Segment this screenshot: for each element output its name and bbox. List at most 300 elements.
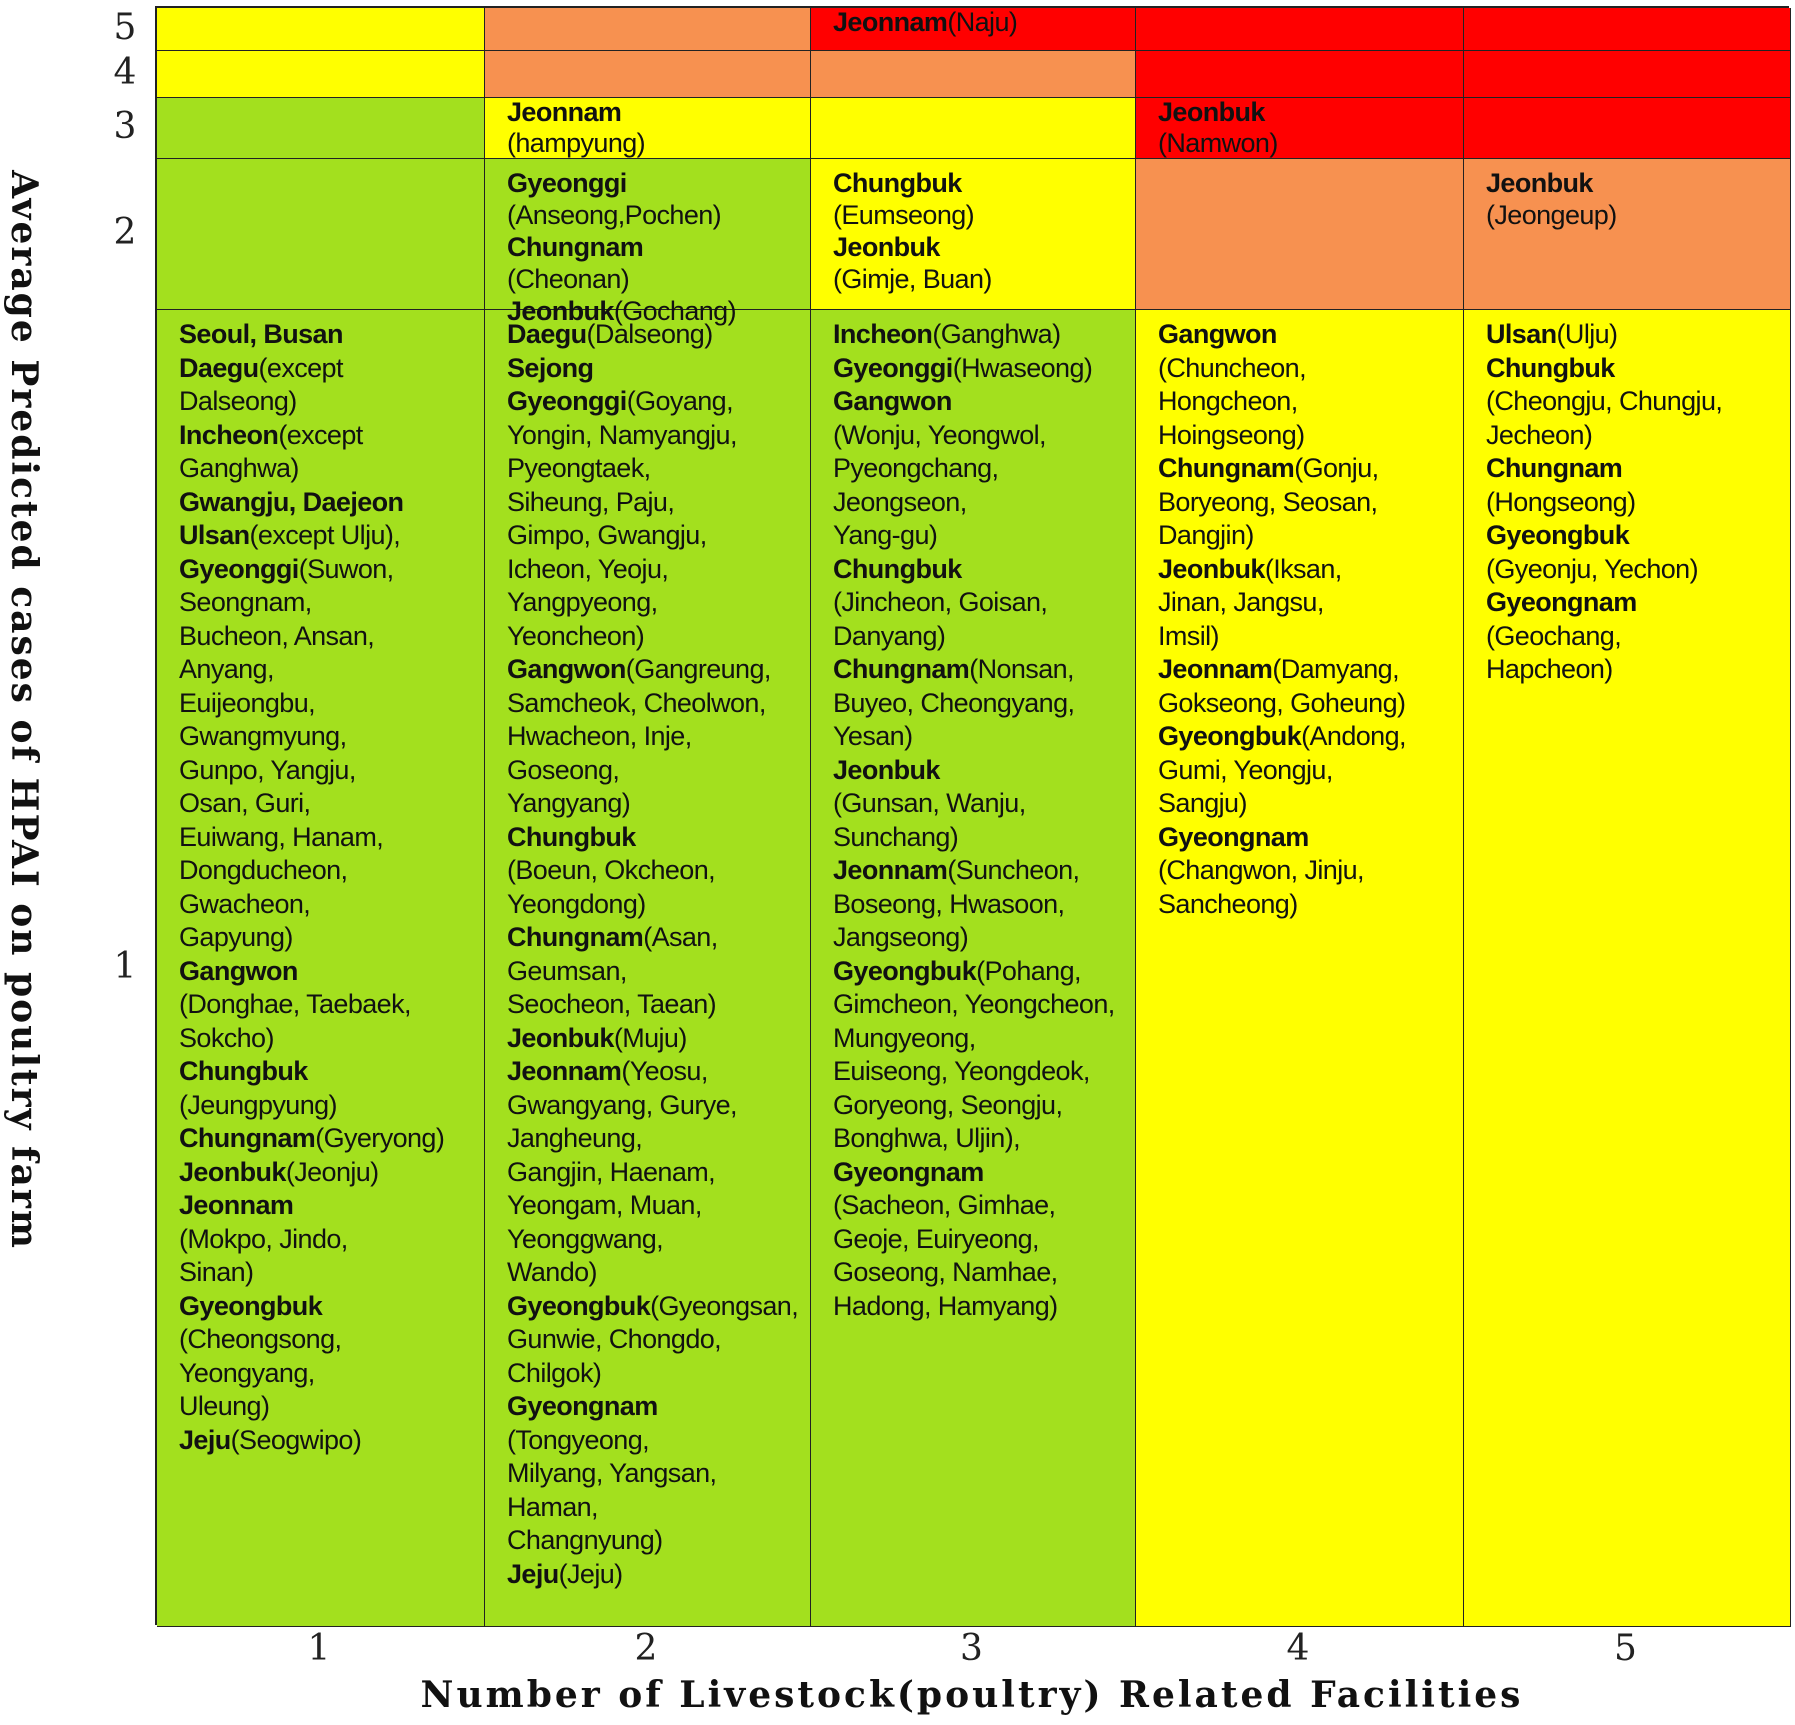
district-names: Dongducheon, xyxy=(179,855,348,885)
region-line xyxy=(507,653,807,687)
district-names: (Tongyeong, xyxy=(507,1424,650,1455)
region-line xyxy=(179,1156,481,1190)
province-name: Jeonbuk xyxy=(1158,553,1265,584)
cell-x5-y5 xyxy=(1464,8,1791,51)
region-line xyxy=(179,1189,481,1223)
region-line xyxy=(1158,854,1460,888)
region-line xyxy=(1486,586,1787,620)
province-name: Chungnam xyxy=(1486,453,1623,483)
region-line xyxy=(179,1357,481,1391)
region-line xyxy=(507,888,807,922)
region-line xyxy=(1486,199,1787,231)
region-line xyxy=(179,318,481,352)
region-line xyxy=(1158,888,1460,922)
district-names: Goryeong, Seongju, xyxy=(833,1089,1063,1120)
province-name: Gwangju, Daejeon xyxy=(179,486,404,517)
region-line xyxy=(1486,419,1787,453)
region-line xyxy=(179,720,481,754)
y-tick-2: 2 xyxy=(113,211,137,253)
region-line xyxy=(1486,620,1787,654)
district-names: (Gyeryong) xyxy=(315,1123,445,1153)
region-line xyxy=(833,1156,1132,1190)
district-names: Gokseong, Goheung) xyxy=(1158,687,1406,718)
district-names: Samcheok, Cheolwon, xyxy=(507,687,766,718)
province-name: Chungnam xyxy=(1158,453,1295,483)
region-line xyxy=(507,167,807,199)
district-names: Euiseong, Yeongdeok, xyxy=(833,1056,1090,1086)
region-line xyxy=(1158,787,1460,821)
region-line xyxy=(179,1055,481,1089)
region-line xyxy=(833,452,1132,486)
district-names: Haman, xyxy=(507,1491,598,1522)
district-names: Seongnam, xyxy=(179,587,312,617)
province-name: Seoul, Busan xyxy=(179,319,343,349)
province-name: Jeonnam xyxy=(833,855,948,885)
region-line xyxy=(1486,352,1787,386)
province-name: Jeonnam xyxy=(833,7,948,37)
province-name: Gangwon xyxy=(1158,319,1277,349)
province-name: Incheon xyxy=(833,319,933,349)
cell-x4-y2 xyxy=(1136,159,1464,310)
region-line xyxy=(179,1089,481,1123)
district-names: Icheon, Yeoju, xyxy=(507,553,669,584)
district-names: (Suncheon, xyxy=(947,855,1080,885)
province-name: Jeonbuk xyxy=(833,232,940,262)
region-line xyxy=(179,854,481,888)
region-line xyxy=(179,1122,481,1156)
region-line xyxy=(507,128,807,159)
province-name: Daegu xyxy=(507,319,587,349)
district-names: (Donghae, Taebaek, xyxy=(179,989,411,1019)
region-line xyxy=(179,653,481,687)
region-line xyxy=(833,620,1132,654)
region-line xyxy=(833,419,1132,453)
risk-matrix-grid xyxy=(155,6,1789,1625)
region-line xyxy=(1158,318,1460,352)
region-line xyxy=(507,955,807,989)
district-names: Sokcho) xyxy=(179,1022,274,1053)
region-line xyxy=(833,7,1132,38)
region-line xyxy=(1486,486,1787,520)
region-line xyxy=(507,553,807,587)
district-names: Gimcheon, Yeongcheon, xyxy=(833,989,1115,1019)
region-line xyxy=(833,921,1132,955)
district-names: Sinan) xyxy=(179,1257,254,1287)
region-line xyxy=(1486,452,1787,486)
district-names: Bonghwa, Uljin), xyxy=(833,1123,1020,1153)
region-line xyxy=(833,263,1132,295)
region-line xyxy=(179,921,481,955)
cell-text-x3-y5 xyxy=(833,7,1132,38)
region-line xyxy=(507,921,807,955)
region-line xyxy=(507,687,807,721)
region-line xyxy=(507,854,807,888)
region-line xyxy=(507,988,807,1022)
province-name: Gyeongnam xyxy=(507,1391,658,1421)
district-names: Jangheung, xyxy=(507,1123,643,1153)
y-tick-1: 1 xyxy=(113,945,137,987)
region-line xyxy=(1158,452,1460,486)
region-line xyxy=(833,1290,1132,1324)
province-name: Jeonbuk xyxy=(507,296,614,326)
region-line xyxy=(507,1424,807,1458)
district-names: (Chuncheon, xyxy=(1158,352,1307,383)
province-name: Jeonbuk xyxy=(833,754,940,785)
district-names: Yangyang) xyxy=(507,788,631,818)
district-names: Anyang, xyxy=(179,654,274,684)
province-name: Gyeongbuk xyxy=(833,955,977,986)
district-names: (Seogwipo) xyxy=(230,1424,362,1455)
cell-x1-y3 xyxy=(157,98,485,159)
district-names: (Jeonju) xyxy=(285,1156,379,1187)
region-line xyxy=(179,821,481,855)
y-axis-label: Average Predicted cases of HPAI on poultry farm xyxy=(3,170,45,1250)
region-line xyxy=(1486,385,1787,419)
district-names: Milyang, Yangsan, xyxy=(507,1458,717,1488)
region-line xyxy=(507,1491,807,1525)
region-line xyxy=(507,1256,807,1290)
cell-x1-y4 xyxy=(157,51,485,98)
district-names: Osan, Guri, xyxy=(179,788,311,818)
region-line xyxy=(507,1457,807,1491)
region-line xyxy=(833,486,1132,520)
region-line xyxy=(179,553,481,587)
cell-text-x5-y2 xyxy=(1486,167,1787,231)
region-line xyxy=(179,1022,481,1056)
district-names: Pyeongtaek, xyxy=(507,453,651,483)
region-line xyxy=(833,167,1132,199)
district-names: (Nonsan, xyxy=(969,654,1074,684)
district-names: Hadong, Hamyang) xyxy=(833,1290,1058,1321)
district-names: (except xyxy=(258,352,343,383)
region-line xyxy=(833,1223,1132,1257)
region-line xyxy=(507,1022,807,1056)
district-names: (Naju) xyxy=(947,7,1018,37)
region-line xyxy=(507,419,807,453)
district-names: Uleung) xyxy=(179,1391,270,1421)
region-line xyxy=(1158,586,1460,620)
district-names: (Jeungpyung) xyxy=(179,1089,337,1120)
region-line xyxy=(1486,519,1787,553)
cell-x4-y5 xyxy=(1136,8,1464,51)
province-name: Ulsan xyxy=(1486,319,1557,349)
region-line xyxy=(507,385,807,419)
region-line xyxy=(833,318,1132,352)
district-names: Sunchang) xyxy=(833,821,959,852)
district-names: (Damyang, xyxy=(1272,654,1399,684)
cell-text-x2-y3 xyxy=(507,97,807,159)
region-line xyxy=(507,1189,807,1223)
province-name: Chungbuk xyxy=(179,1056,308,1086)
district-names: (Suwon, xyxy=(298,553,394,584)
region-line xyxy=(507,720,807,754)
district-names: Euijeongbu, xyxy=(179,687,316,718)
district-names: Hoingseong) xyxy=(1158,419,1305,450)
region-line xyxy=(179,1290,481,1324)
district-names: (Iksan, xyxy=(1264,553,1342,584)
region-line xyxy=(179,1256,481,1290)
district-names: Jinan, Jangsu, xyxy=(1158,587,1324,617)
district-names: Hapcheon) xyxy=(1486,654,1613,684)
district-names: (Jeju) xyxy=(558,1558,623,1589)
region-line xyxy=(833,754,1132,788)
province-name: Jeonbuk xyxy=(1158,97,1265,127)
region-line xyxy=(833,1256,1132,1290)
district-names: (Andong, xyxy=(1301,721,1406,751)
district-names: Geumsan, xyxy=(507,955,627,986)
district-names: (Gimje, Buan) xyxy=(833,264,992,294)
province-name: Jeonnam xyxy=(507,1056,622,1086)
region-line xyxy=(1158,720,1460,754)
province-name: Jeonbuk xyxy=(179,1156,286,1187)
region-line xyxy=(507,486,807,520)
region-line xyxy=(507,1122,807,1156)
district-names: (Cheonan) xyxy=(507,264,630,294)
district-names: Gwangyang, Gurye, xyxy=(507,1089,737,1120)
district-names: (Goyang, xyxy=(626,386,733,416)
region-line xyxy=(833,687,1132,721)
district-names: Siheung, Paju, xyxy=(507,486,675,517)
region-line xyxy=(507,1156,807,1190)
district-names: Boseong, Hwasoon, xyxy=(833,888,1065,919)
region-line xyxy=(833,888,1132,922)
province-name: Gyeonggi xyxy=(507,168,627,198)
district-names: (Ulju) xyxy=(1556,319,1618,349)
district-names: Yeongdong) xyxy=(507,888,646,919)
region-line xyxy=(1158,486,1460,520)
district-names: Gangjin, Haenam, xyxy=(507,1156,716,1187)
province-name: Jeju xyxy=(507,1558,559,1589)
region-line xyxy=(179,586,481,620)
cell-x5-y3 xyxy=(1464,98,1791,159)
province-name: Chungnam xyxy=(179,1123,316,1153)
region-line xyxy=(833,553,1132,587)
district-names: Sangju) xyxy=(1158,788,1247,818)
region-line xyxy=(179,486,481,520)
region-line xyxy=(179,620,481,654)
district-names: Pyeongchang, xyxy=(833,453,999,483)
region-line xyxy=(179,385,481,419)
region-line xyxy=(507,352,807,386)
district-names: Gimpo, Gwangju, xyxy=(507,520,707,550)
region-line xyxy=(507,821,807,855)
province-name: Jeju xyxy=(179,1424,231,1455)
district-names: (Gunsan, Wanju, xyxy=(833,788,1026,818)
x-tick-5: 5 xyxy=(1614,1628,1637,1669)
region-line xyxy=(179,419,481,453)
region-line xyxy=(1158,553,1460,587)
district-names: (Hongseong) xyxy=(1486,486,1636,517)
region-line xyxy=(507,1323,807,1357)
cell-text-x4-y3 xyxy=(1158,97,1460,159)
region-line xyxy=(507,1223,807,1257)
region-line xyxy=(507,754,807,788)
region-line xyxy=(1158,687,1460,721)
region-line xyxy=(179,1223,481,1257)
cell-x1-y5 xyxy=(157,8,485,51)
province-name: Gyeonggi xyxy=(833,352,953,383)
region-line xyxy=(833,821,1132,855)
province-name: Jeonbuk xyxy=(1486,168,1593,198)
province-name: Jeonnam xyxy=(507,97,622,127)
region-line xyxy=(507,586,807,620)
x-tick-4: 4 xyxy=(1286,1628,1310,1669)
district-names: (Geochang, xyxy=(1486,620,1622,651)
region-line xyxy=(833,1022,1132,1056)
province-name: Jeonbuk xyxy=(507,1022,614,1053)
x-tick-1: 1 xyxy=(307,1628,331,1669)
district-names: (Asan, xyxy=(643,922,718,952)
province-name: Gangwon xyxy=(179,955,298,986)
province-name: Gangwon xyxy=(833,386,952,416)
district-names: Buyeo, Cheongyang, xyxy=(833,687,1075,718)
district-names: Geoje, Euiryeong, xyxy=(833,1223,1039,1254)
region-line xyxy=(507,231,807,263)
region-line xyxy=(179,352,481,386)
district-names: (Anseong,Pochen) xyxy=(507,200,722,230)
region-line xyxy=(507,1558,807,1592)
region-line xyxy=(1158,653,1460,687)
region-line xyxy=(833,231,1132,263)
region-line xyxy=(507,519,807,553)
region-line xyxy=(1158,620,1460,654)
region-line xyxy=(1158,754,1460,788)
province-name: Gyeonggi xyxy=(179,553,299,584)
district-names: Wando) xyxy=(507,1257,597,1287)
region-line xyxy=(833,787,1132,821)
x-tick-3: 3 xyxy=(960,1628,983,1669)
y-tick-3: 3 xyxy=(113,105,137,147)
cell-text-x2-y1 xyxy=(507,318,807,1591)
cell-x2-y5 xyxy=(485,8,811,51)
province-name: Daegu xyxy=(179,352,259,383)
region-line xyxy=(507,318,807,352)
district-names: (Jeongeup) xyxy=(1486,200,1617,230)
province-name: Incheon xyxy=(179,419,279,450)
region-line xyxy=(1158,128,1460,159)
y-tick-4: 4 xyxy=(113,51,137,93)
province-name: Sejong xyxy=(507,352,594,383)
district-names: Yesan) xyxy=(833,721,913,751)
region-line xyxy=(833,385,1132,419)
province-name: Chungbuk xyxy=(833,553,962,584)
cell-text-x4-y1 xyxy=(1158,318,1460,921)
district-names: Yeonggwang, xyxy=(507,1223,664,1254)
district-names: (Cheongju, Chungju, xyxy=(1486,386,1723,416)
district-names: Seocheon, Taean) xyxy=(507,989,717,1019)
region-line xyxy=(179,1424,481,1458)
province-name: Gangwon xyxy=(507,654,626,684)
region-line xyxy=(179,754,481,788)
region-line xyxy=(833,653,1132,687)
region-line xyxy=(833,352,1132,386)
district-names: (Mokpo, Jindo, xyxy=(179,1223,348,1254)
province-name: Jeonnam xyxy=(1158,654,1273,684)
region-line xyxy=(1158,352,1460,386)
district-names: (Gyeongsan, xyxy=(650,1290,799,1321)
region-line xyxy=(833,720,1132,754)
district-names: (Boeun, Okcheon, xyxy=(507,855,716,885)
district-names: Gunpo, Yangju, xyxy=(179,754,356,785)
district-names: Yongin, Namyangju, xyxy=(507,419,737,450)
district-names: Yangpyeong, xyxy=(507,587,658,617)
district-names: Changnyung) xyxy=(507,1525,663,1555)
region-line xyxy=(507,97,807,128)
district-names: Dangjin) xyxy=(1158,520,1254,550)
province-name: Chungbuk xyxy=(507,821,636,852)
district-names: Chilgok) xyxy=(507,1357,602,1388)
region-line xyxy=(507,620,807,654)
region-line xyxy=(179,888,481,922)
region-line xyxy=(179,787,481,821)
region-line xyxy=(833,988,1132,1022)
cell-x1-y2 xyxy=(157,159,485,310)
district-names: (except Ulju), xyxy=(249,520,401,550)
district-names: (except xyxy=(278,419,363,450)
region-line xyxy=(833,1189,1132,1223)
region-line xyxy=(1486,167,1787,199)
region-line xyxy=(833,519,1132,553)
region-line xyxy=(507,1055,807,1089)
region-line xyxy=(833,1089,1132,1123)
district-names: (Hwaseong) xyxy=(952,352,1093,383)
district-names: (Namwon) xyxy=(1158,128,1278,158)
province-name: Gyeongbuk xyxy=(1486,520,1630,550)
region-line xyxy=(1158,821,1460,855)
district-names: Ganghwa) xyxy=(179,453,299,483)
district-names: Bucheon, Ansan, xyxy=(179,620,375,651)
district-names: (Wonju, Yeongwol, xyxy=(833,419,1046,450)
region-line xyxy=(1158,419,1460,453)
cell-x3-y4 xyxy=(811,51,1136,98)
region-line xyxy=(833,199,1132,231)
region-line xyxy=(1486,318,1787,352)
province-name: Gyeongnam xyxy=(833,1156,984,1187)
district-names: Goseong, xyxy=(507,754,620,785)
region-line xyxy=(179,988,481,1022)
province-name: Jeonnam xyxy=(179,1190,294,1220)
district-names: Gwangmyung, xyxy=(179,721,347,751)
cell-x5-y4 xyxy=(1464,51,1791,98)
district-names: Sancheong) xyxy=(1158,888,1298,919)
y-tick-5: 5 xyxy=(113,6,137,48)
cell-text-x3-y1 xyxy=(833,318,1132,1323)
region-line xyxy=(833,854,1132,888)
cell-text-x2-y2 xyxy=(507,167,807,327)
district-names: (Gangreung, xyxy=(625,654,771,684)
cell-text-x3-y2 xyxy=(833,167,1132,295)
district-names: (Gonju, xyxy=(1294,453,1379,483)
district-names: (Muju) xyxy=(613,1022,687,1053)
cell-x3-y3 xyxy=(811,98,1136,159)
district-names: Mungyeong, xyxy=(833,1022,976,1053)
region-line xyxy=(507,452,807,486)
province-name: Chungnam xyxy=(507,922,644,952)
region-line xyxy=(833,586,1132,620)
district-names: Imsil) xyxy=(1158,620,1219,651)
district-names: Jangseong) xyxy=(833,922,969,952)
district-names: (Pohang, xyxy=(976,955,1081,986)
region-line xyxy=(507,1390,807,1424)
region-line xyxy=(507,1524,807,1558)
region-line xyxy=(1486,553,1787,587)
x-tick-2: 2 xyxy=(634,1628,658,1669)
province-name: Gyeongbuk xyxy=(507,1290,651,1321)
district-names: Jeongseon, xyxy=(833,486,967,517)
district-names: (Jincheon, Goisan, xyxy=(833,587,1048,617)
district-names: (Dalseong) xyxy=(586,319,713,349)
province-name: Chungnam xyxy=(507,232,644,262)
